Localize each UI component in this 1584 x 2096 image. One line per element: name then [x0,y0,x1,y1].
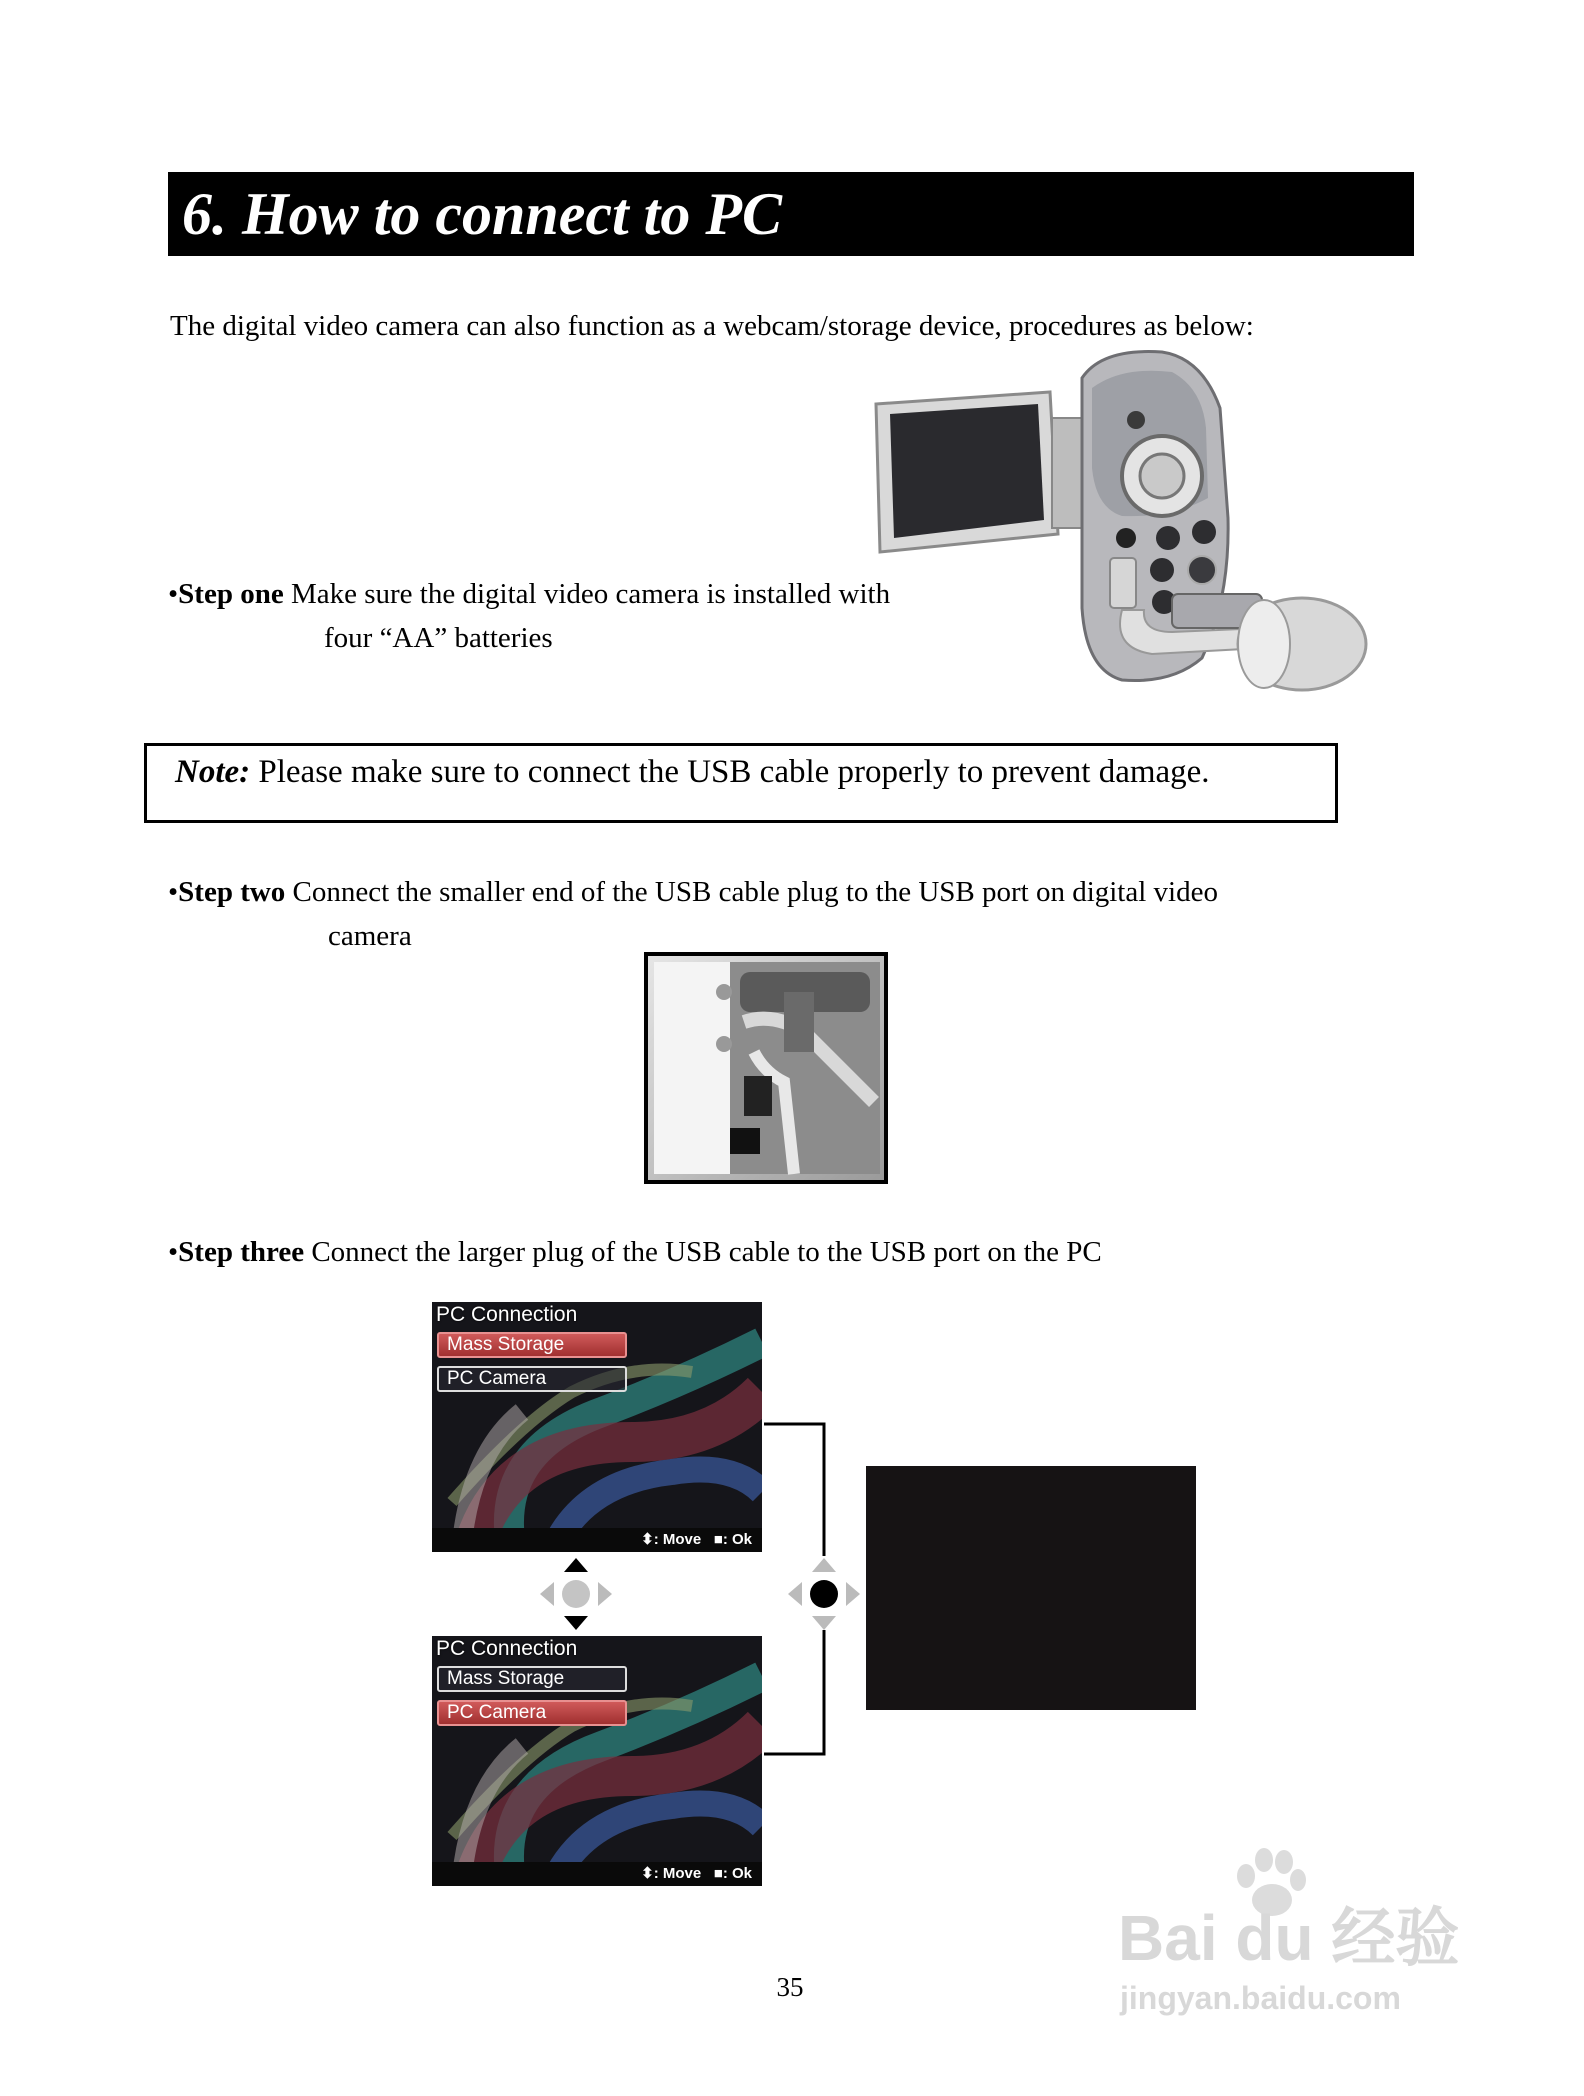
step-three-text: Connect the larger plug of the USB cable to the USB port on the PC [304,1236,1102,1268]
step-one-text: Make sure the digital video camera is installed with [283,578,891,610]
bullet: • [168,578,179,610]
move-hint: : Move [653,1531,702,1548]
ok-square-icon: ■ [713,1531,723,1548]
option-mass-storage: Mass Storage [437,1332,627,1358]
screen-title: PC Connection [436,1303,578,1326]
note-text [175,750,1210,794]
usb-port-photo [644,952,888,1184]
page-number: 35 [776,1972,804,2002]
note-label: Note: [175,754,251,790]
pc-connection-screen-2 [432,1636,762,1886]
up-down-arrows-icon: ⬍ [641,1865,654,1882]
step-two-continuation: camera [328,920,412,952]
ok-square-icon: ■ [713,1865,723,1882]
dpad-ok-icon [786,1556,862,1632]
camcorder-illustration [872,348,1388,704]
intro-paragraph: The digital video camera can also function as a webcam/storage device, procedures as below: [170,310,1254,342]
bullet: • [168,876,179,908]
bullet: • [168,1236,179,1268]
screen-footer [641,1530,752,1548]
screen-footer [641,1864,752,1882]
option-pc-camera: PC Camera [437,1366,627,1392]
step-two-text: Connect the smaller end of the USB cable plug to the USB port on digital video [285,876,1218,908]
section-heading: 6. How to connect to PC [182,181,782,247]
dpad-up-down-icon [538,1556,614,1632]
pc-connection-screen-1 [432,1302,762,1552]
up-down-arrows-icon: ⬍ [641,1531,654,1548]
option-pc-camera: PC Camera [437,1700,627,1726]
ok-hint: : Ok [722,1865,752,1882]
section-heading-bar [168,172,1414,256]
note-body: Please make sure to connect the USB cable properly to prevent damage. [250,754,1210,790]
step-two-label: Step two [178,876,286,908]
watermark-url: jingyan.baidu.com [1120,1980,1401,2016]
ok-hint: : Ok [722,1531,752,1548]
screen-title: PC Connection [436,1637,578,1660]
step-one-label: Step one [178,578,284,610]
note-box [144,743,1338,823]
move-hint: : Move [653,1865,702,1882]
step-three [168,1230,1102,1274]
step-one-continuation: four “AA” batteries [324,622,553,654]
black-result-screen [866,1466,1196,1710]
step-three-label: Step three [178,1236,305,1268]
watermark-brand: Bai du 经验 [1118,1902,1460,1974]
option-mass-storage: Mass Storage [437,1666,627,1692]
step-two [168,870,1218,914]
step-one [168,572,890,616]
